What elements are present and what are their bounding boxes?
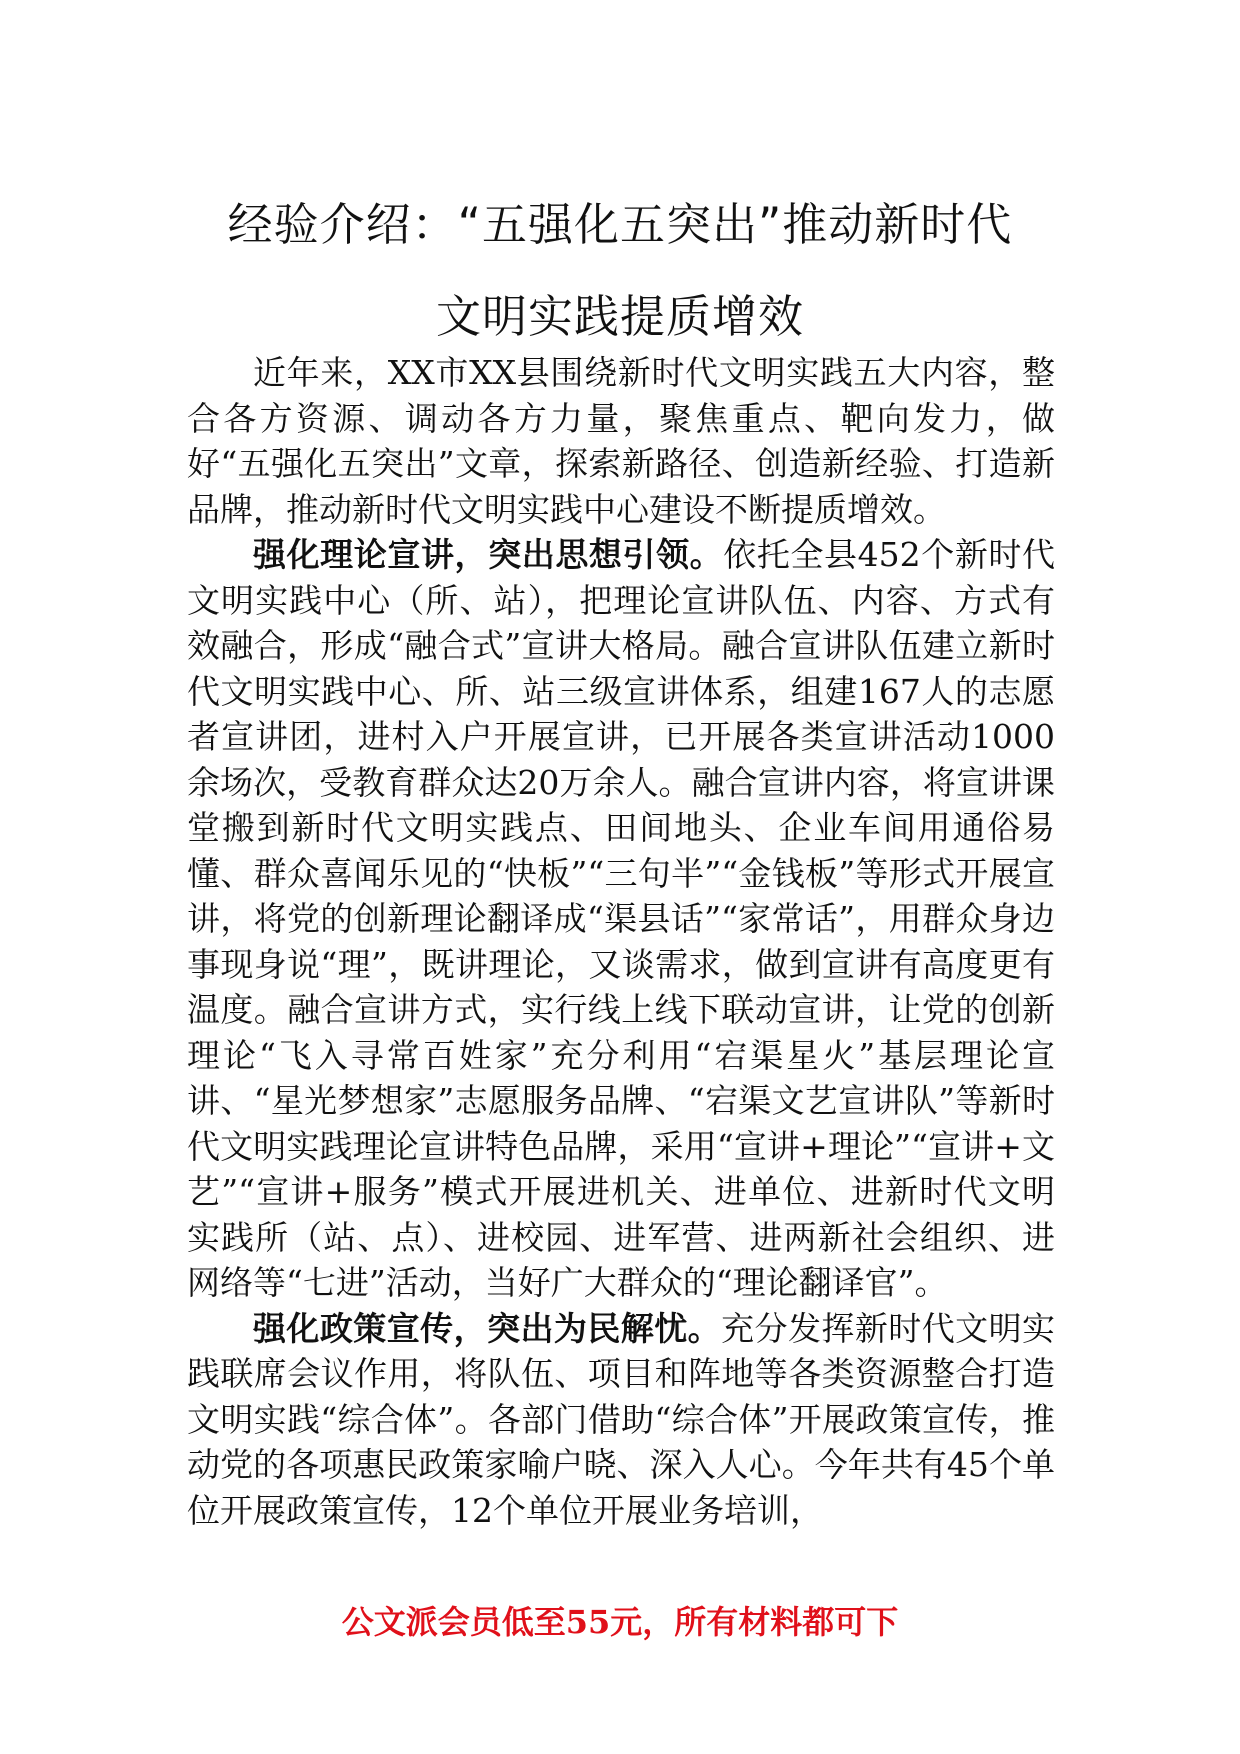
paragraph-text: 依托全县452个新时代文明实践中心（所、站），把理论宣讲队伍、内容、方式有效融合，形成“融合式”宣讲大格局。融合宣讲队伍建立新时代文明实践中心、所、站三级宣讲体系，组建167人的志愿者宣讲团，进村入户开展宣讲，已开展各类宣讲活动1000余场次，受教育群众达20万余人。融合宣讲内容，将宣讲课堂搬到新时代文明实践点、田间地头、企业车间用通俗易懂、群众喜闻乐见的“快板”“三句半”“金钱板”等形式开展宣讲，将党的创新理论翻译成“渠县话”“家常话”，用群众身边事现身说“理”，既讲理论，又谈需求，做到宣讲有高度更有温度。融合宣讲方式，实行线上线下联动宣讲，让党的创新理论“飞入寻常百姓家”充分利用“宕渠星火”基层理论宣讲、“星光梦想家”志愿服务品牌、“宕渠文艺宣讲队”等新时代文明实践理论宣讲特色品牌，采用“宣讲+理论”“宣讲+文艺”“宣讲+服务”模式开展进机关、进单位、进新时代文明实践所（站、点）、进校园、进军营、进两新社会组织、进网络等“七进”活动，当好广大群众的“理论翻译官”。 [187,535,1055,1302]
paragraph-text: 近年来，XX市XX县围绕新时代文明实践五大内容，整合各方资源、调动各方力量，聚焦重点、靶向发力，做好“五强化五突出”文章，探索新路径、创造新经验、打造新品牌，推动新时代文明实践中心建设不断提质增效。 [187,353,1055,529]
paragraph-lead: 强化政策宣传，突出为民解忧。 [253,1308,722,1348]
document-title-line-2: 文明实践提质增效 [435,290,804,343]
paragraph-theory-lecture [187,532,1055,1306]
paragraph-lead: 强化理论宣讲，突出思想引领。 [253,535,724,574]
document-body [187,350,1055,1533]
paragraph-intro [187,350,1055,532]
paragraph-policy-publicity [187,1306,1055,1534]
paragraph-text: 充分发挥新时代文明实践联席会议作用，将队伍、项目和阵地等各类资源整合打造文明实践“综合体”。各部门借助“综合体”开展政策宣传，推动党的各项惠民政策家喻户晓、深入人心。今年共有45个单位开展政策宣传，12个单位开展业务培训， [187,1308,1056,1530]
document-title-line-1: 经验介绍：“五强化五突出”推动新时代 [227,198,1013,251]
promo-footer: 公文派会员低至55元，所有材料都可下 [341,1603,899,1641]
